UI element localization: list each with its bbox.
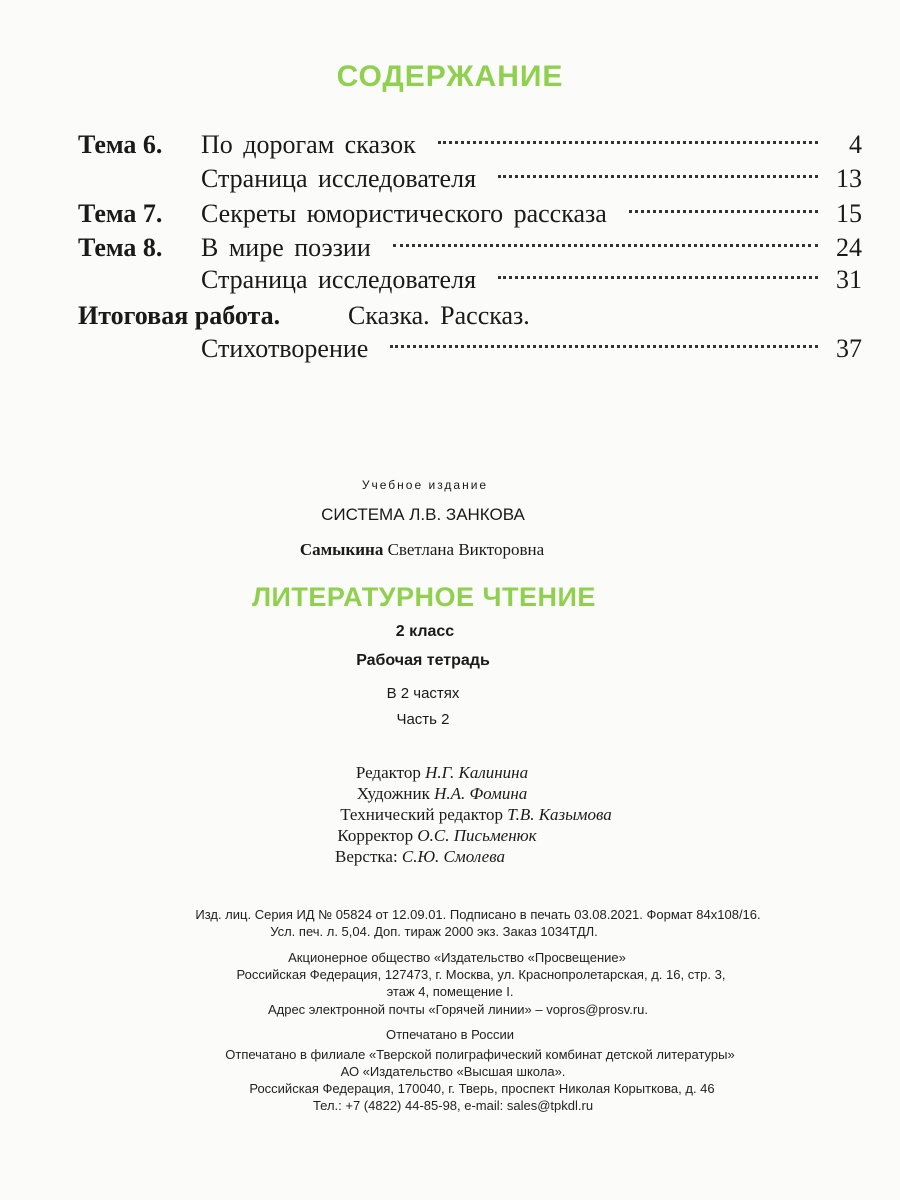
leader-dots [498,175,818,178]
printed-in: Отпечатано в России [385,1027,515,1042]
publisher-line: этаж 4, помещение I. [386,984,514,999]
toc-page-number: 4 [849,130,862,159]
credit-person: Н.А. Фомина [434,784,528,803]
printer-line: АО «Издательство «Высшая школа». [340,1064,566,1079]
toc-entry-title: Стихотворение [201,334,369,363]
credit-role: Художник [356,784,430,803]
credit-line [26,804,900,825]
series-name: СИСТЕМА Л.В. ЗАНКОВА [321,505,525,524]
toc-page-number: 31 [836,265,862,294]
toc-row-final[interactable] [78,298,862,334]
parts-count: В 2 частях [386,685,460,702]
author-name: Светлана Викторовна [387,540,545,559]
printer-line: Российская Федерация, 170040, г. Тверь, проспект Николая Корыткова, д. 46 [249,1081,715,1096]
toc-entry-title: В мире поэзии [201,233,371,262]
publisher-line: Акционерное общество «Издательство «Просвещение» [288,950,626,965]
author [0,540,872,560]
toc-theme-label: Тема 8. [78,233,163,262]
credit-person: Т.В. Казымова [507,805,612,824]
edition-type: Учебное издание [361,478,489,492]
leader-dots [438,141,818,144]
credit-person: С.Ю. Смолева [401,847,505,866]
credit-line [0,846,870,867]
credit-role: Верстка: [335,847,398,866]
toc-page-number: 15 [836,199,862,228]
printer-line: Тел.: +7 (4822) 44-85-98, e-mail: sales@tpkdl.ru [312,1098,594,1113]
credit-person: Н.Г. Калинина [425,763,529,782]
publisher-line: Российская Федерация, 127473, г. Москва, ул. Краснопролетарская, д. 16, стр. 3, [236,967,726,982]
toc-entry-title: Сказка. Рассказ. [348,301,530,330]
toc-row[interactable] [78,331,862,367]
leader-dots [629,210,818,213]
book-type: Рабочая тетрадь [356,652,490,669]
toc-entry-title: По дорогам сказок [201,130,416,159]
leader-dots [498,276,818,279]
credit-role: Корректор [337,826,414,845]
printer-line: Отпечатано в филиале «Тверской полиграфический комбинат детской литературы» [225,1047,735,1062]
credit-line [0,762,892,783]
toc-title: СОДЕРЖАНИЕ [336,60,564,93]
toc-entry-title: Страница исследователя [201,265,477,294]
book-title: ЛИТЕРАТУРНОЕ ЧТЕНИЕ [252,582,596,612]
toc-row[interactable] [78,230,862,266]
toc-entry-title: Страница исследователя [201,164,477,193]
toc-row[interactable] [78,161,862,197]
leader-dots [390,345,818,348]
email-line: Адрес электронной почты «Горячей линии» – vopros@prosv.ru. [267,1002,649,1017]
credit-line [0,783,892,804]
grade: 2 класс [395,623,455,640]
toc-theme-label: Тема 7. [78,199,163,228]
toc-theme-label: Тема 6. [78,130,163,159]
toc-entry-title: Секреты юмористического рассказа [201,199,607,228]
toc-row[interactable] [78,262,862,298]
author-surname: Самыкина [299,540,384,559]
credit-role: Технический редактор [340,805,503,824]
leader-dots [393,244,818,247]
toc-page-number: 13 [836,164,862,193]
toc-row[interactable] [78,127,862,163]
credit-person: О.С. Письменюк [417,826,537,845]
toc-final-label: Итоговая работа. [78,301,281,330]
part-number: Часть 2 [396,711,450,728]
credit-role: Редактор [355,763,421,782]
credit-line [0,825,887,846]
toc-page-number: 24 [836,233,862,262]
license-line: Изд. лиц. Серия ИД № 05824 от 12.09.01. Подписано в печать 03.08.2021. Формат 84х108/16. [195,907,761,922]
license-line: Усл. печ. л. 5,04. Доп. тираж 2000 экз. Заказ 1034ТДЛ. [270,924,598,939]
toc-page-number: 37 [836,334,862,363]
toc-row[interactable] [78,196,862,232]
